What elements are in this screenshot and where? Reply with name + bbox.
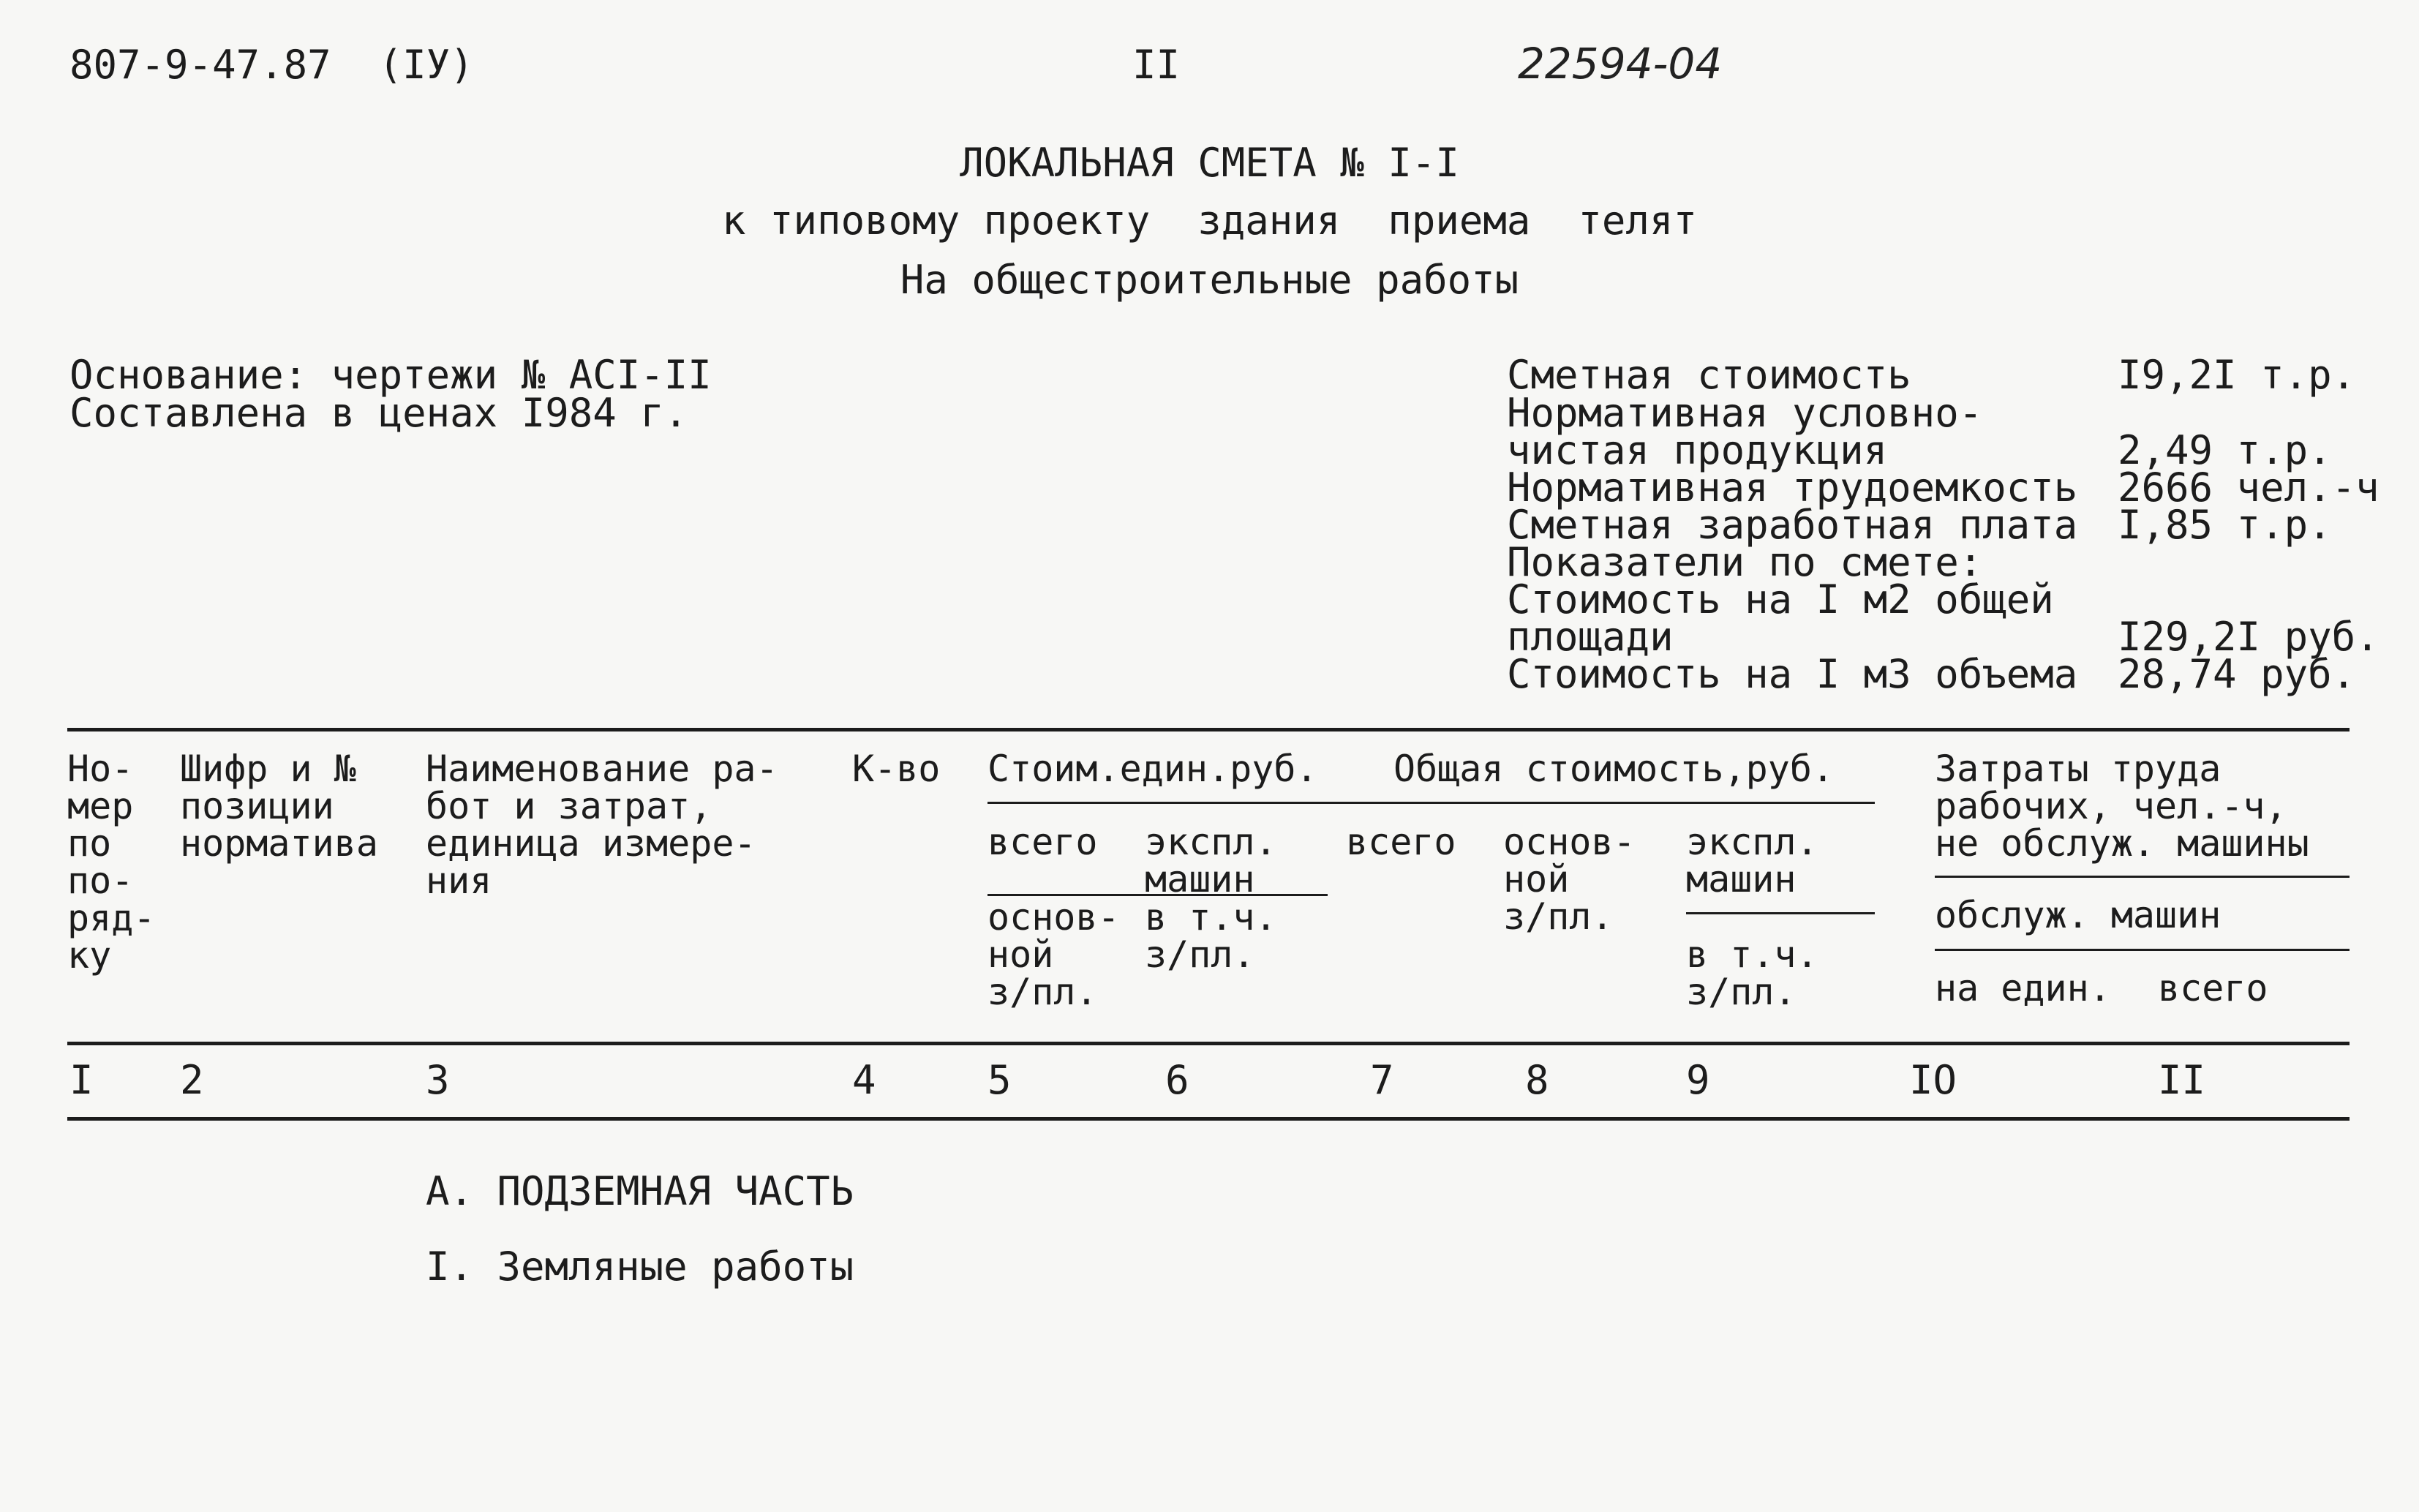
- indicators-label: Показатели по смете:: [1507, 539, 1983, 585]
- col-code-header: Шифр и № позиции норматива: [180, 748, 378, 865]
- column-number: 2: [180, 1057, 204, 1103]
- unit-cost-incl-wage-header: в т.ч. з/пл.: [1145, 896, 1277, 976]
- column-number: II: [2158, 1057, 2206, 1103]
- labor-label: Нормативная трудоемкость: [1507, 464, 2078, 511]
- title-line-3: На общестроительные работы: [900, 257, 1519, 303]
- total-cost-machines-header: экспл. машин: [1686, 821, 1818, 900]
- total-cost-incl-wage-header: в т.ч. з/пл.: [1686, 933, 1818, 1013]
- labor-subrule-2: [1935, 949, 2350, 951]
- column-number: I: [69, 1057, 94, 1103]
- estimated-cost-value: I9,2I т.р.: [2118, 352, 2356, 398]
- column-number: IO: [1909, 1057, 1957, 1103]
- labor-value: 2666 чел.-ч: [2118, 464, 2380, 511]
- unit-cost-machines-header: экспл. машин: [1145, 821, 1277, 900]
- column-number: 9: [1686, 1057, 1710, 1103]
- column-number: 5: [987, 1057, 1012, 1103]
- unit-cost-total-header: всего: [987, 821, 1098, 863]
- unit-cost-base-wage-header: основ- ной з/пл.: [987, 896, 1120, 1013]
- title-line-2: к типовому проекту здания приема телят: [722, 198, 1697, 244]
- labor-total-header: всего: [2158, 967, 2268, 1009]
- col-name-header: Наименование ра- бот и затрат, единица измере- ния: [426, 748, 778, 902]
- column-number: 7: [1370, 1057, 1394, 1103]
- total-machines-subrule: [1686, 912, 1875, 914]
- net-product-value: 2,49 т.р.: [2118, 427, 2332, 473]
- basis-line-1: Основание: чертежи № АСI-II: [69, 352, 712, 398]
- page-number: II: [1132, 42, 1181, 88]
- net-product-label-2: чистая продукция: [1507, 427, 1888, 473]
- labor-per-unit-header: на един.: [1935, 967, 2111, 1009]
- total-cost-total-header: всего: [1346, 821, 1456, 863]
- unit-cost-header: Стоим.един.руб.: [987, 748, 1318, 790]
- cost-m3-label: Стоимость на I м3 объема: [1507, 651, 2078, 697]
- column-number: 6: [1165, 1057, 1189, 1103]
- wage-label: Сметная заработная плата: [1507, 502, 2078, 548]
- column-number: 3: [426, 1057, 450, 1103]
- table-top-rule: [67, 728, 2350, 731]
- col-number-header: Но- мер по по- ряд- ку: [67, 748, 156, 977]
- total-cost-base-wage-header: основ- ной з/пл.: [1503, 821, 1636, 938]
- subsection-heading: I. Земляные работы: [426, 1244, 854, 1290]
- document-code: 807-9-47.87 (IУ): [69, 42, 474, 88]
- cost-m2-label-1: Стоимость на I м2 общей: [1507, 576, 2054, 623]
- column-numbers-bottom-rule: [67, 1117, 2350, 1121]
- cost-m2-label-2: площади: [1507, 614, 1674, 660]
- net-product-label-1: Нормативная условно-: [1507, 390, 1983, 436]
- basis-line-2: Составлена в ценах I984 г.: [69, 390, 688, 436]
- handwritten-number: 22594-04: [1518, 39, 1723, 89]
- cost-m2-value: I29,2I руб.: [2118, 614, 2380, 660]
- total-cost-header: Общая стоимость,руб.: [1393, 748, 1835, 790]
- estimated-cost-label: Сметная стоимость: [1507, 352, 1911, 398]
- title-line-1: ЛОКАЛЬНАЯ СМЕТА № I-I: [960, 140, 1459, 186]
- column-number: 4: [852, 1057, 876, 1103]
- table-header-bottom-rule: [67, 1042, 2350, 1045]
- section-part-heading: А. ПОДЗЕМНАЯ ЧАСТЬ: [426, 1168, 854, 1214]
- column-number: 8: [1525, 1057, 1549, 1103]
- cost-group-rule: [987, 802, 1875, 804]
- cost-m3-value: 28,74 руб.: [2118, 651, 2356, 697]
- wage-value: I,85 т.р.: [2118, 502, 2332, 548]
- col-quantity-header: К-во: [852, 748, 941, 790]
- labor-serving-header: обслуж. машин: [1935, 894, 2222, 936]
- labor-costs-header: Затраты труда рабочих, чел.-ч, не обслуж. машины: [1935, 748, 2309, 865]
- labor-subrule-1: [1935, 876, 2350, 878]
